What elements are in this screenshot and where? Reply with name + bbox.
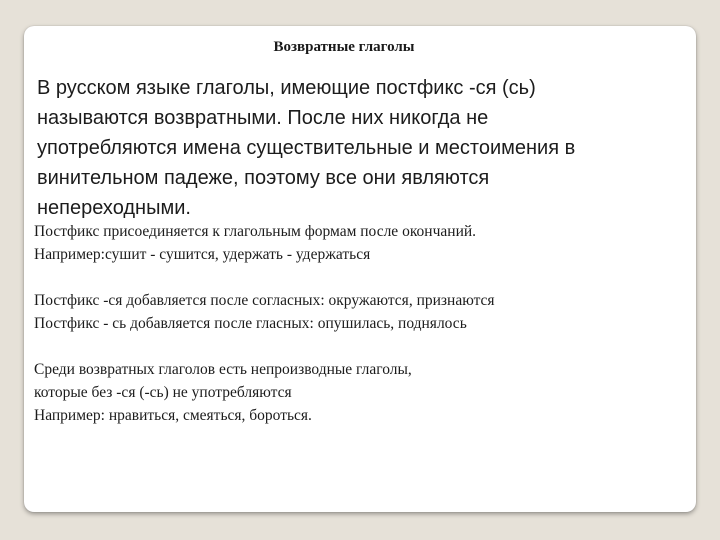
note-line: которые без -ся (-сь) не употребляются bbox=[34, 384, 292, 401]
intro-line: непереходными. bbox=[37, 197, 191, 219]
intro-line: называются возвратными. После них никогда не bbox=[37, 107, 489, 129]
spacer bbox=[34, 335, 684, 358]
intro-line: винительном падеже, поэтому все они являются bbox=[37, 167, 490, 189]
note-line: Постфикс присоединяется к глагольным формам после окончаний. bbox=[34, 223, 477, 240]
note-line: Например: нравиться, смеяться, бороться. bbox=[34, 407, 312, 424]
intro-paragraph bbox=[37, 73, 677, 223]
note-line: Среди возвратных глаголов есть непроизводные глаголы, bbox=[34, 361, 412, 378]
slide-title: Возвратные глаголы bbox=[273, 39, 415, 55]
notes-section bbox=[34, 220, 684, 427]
note-line: Например:сушит - сушится, удержать - удержаться bbox=[34, 246, 371, 263]
intro-line: употребляются имена существительные и местоимения в bbox=[37, 137, 576, 159]
spacer bbox=[34, 266, 684, 289]
note-line: Постфикс - сь добавляется после гласных: опушилась, поднялось bbox=[34, 315, 467, 332]
intro-line: В русском языке глаголы, имеющие постфикс -ся (сь) bbox=[37, 77, 536, 99]
note-line: Постфикс -ся добавляется после согласных: окружаются, признаются bbox=[34, 292, 495, 309]
